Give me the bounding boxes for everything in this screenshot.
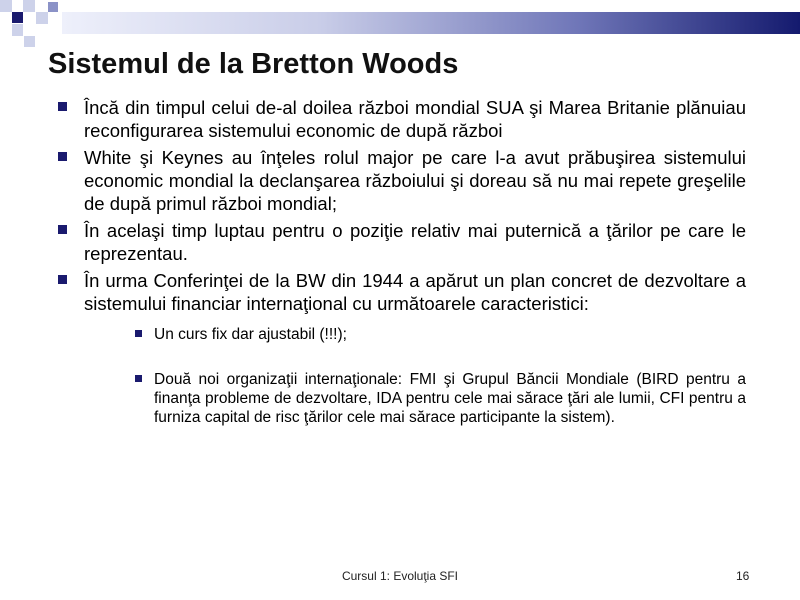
bullet-text: White şi Keynes au înţeles rolul major pe care l-a avut prăbuşirea sistemului economic mondial la declanşarea războiului şi doreau să nu mai repete greşelile de după primul război mondial; <box>84 147 746 214</box>
square-bullet-icon <box>58 225 67 234</box>
square-bullet-icon <box>58 152 67 161</box>
bullet-text: Încă din timpul celui de-al doilea război mondial SUA şi Marea Britanie plănuiau reconfigurarea sistemului economic de după război <box>84 97 746 141</box>
decor-square <box>0 0 12 12</box>
page-number: 16 <box>736 569 750 583</box>
slide-content <box>54 96 746 427</box>
bullet-item <box>54 96 746 142</box>
sub-bullet-item <box>154 370 746 427</box>
sub-bullet-item <box>154 325 746 344</box>
square-bullet-icon <box>58 102 67 111</box>
header-gradient-bar <box>62 12 800 34</box>
decor-square <box>24 36 35 47</box>
decor-square <box>36 12 48 24</box>
bullet-text: În acelaşi timp luptau pentru o poziţie relativ mai puternică a ţărilor pe care le reprezentau. <box>84 220 746 264</box>
decor-square <box>12 24 23 36</box>
footer-course-title: Cursul 1: Evoluţia SFI <box>341 569 459 583</box>
sub-bullet-text: Două noi organizaţii internaţionale: FMI şi Grupul Băncii Mondiale (BIRD pentru a finanţa probleme de dezvoltare, IDA pentru cele mai sărace ţări ale lumii, CFI pentru a furniza capital de risc ţărilor cele mai sărace participante la sistem). <box>154 371 746 426</box>
decor-square <box>12 12 23 23</box>
slide-title: Sistemul de la Bretton Woods <box>48 48 459 80</box>
square-bullet-icon <box>58 275 67 284</box>
square-bullet-icon <box>135 330 142 337</box>
decor-square <box>23 0 35 12</box>
bullet-item <box>54 219 746 265</box>
sub-bullet-text: Un curs fix dar ajustabil (!!!); <box>154 326 347 343</box>
decor-square <box>48 2 58 12</box>
square-bullet-icon <box>135 375 142 382</box>
bullet-text: În urma Conferinţei de la BW din 1944 a apărut un plan concret de dezvoltare a sistemului financiar internaţional cu următoarele caracteristici: <box>84 270 746 314</box>
bullet-item <box>54 269 746 315</box>
bullet-item <box>54 146 746 215</box>
